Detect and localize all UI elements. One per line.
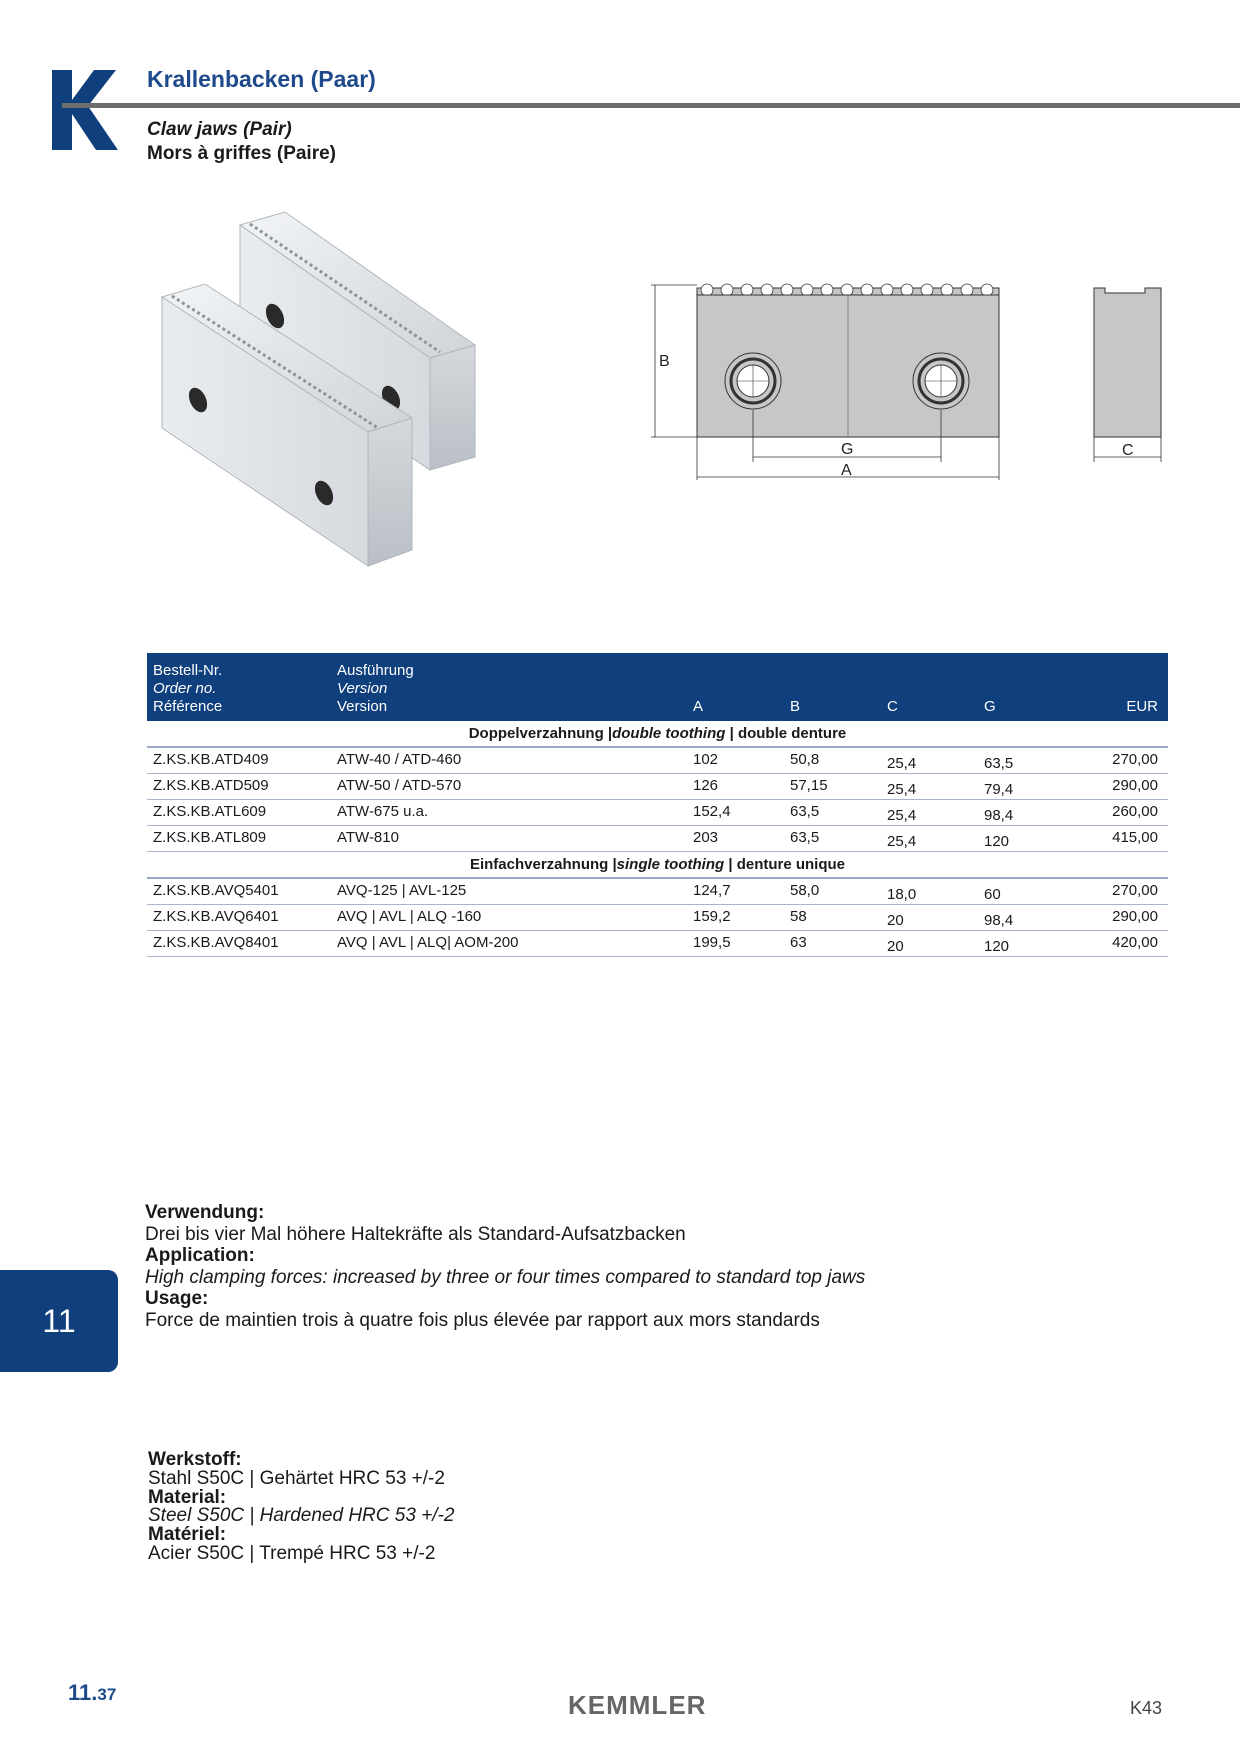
cell-dim-g: 98,4 [984, 807, 1014, 824]
table-header [147, 653, 1168, 721]
header-g: G [984, 698, 996, 715]
cell-price: 420,00 [1112, 934, 1158, 951]
header-b: B [790, 698, 801, 715]
cell-price: 270,00 [1112, 882, 1158, 899]
cell-order-no: Z.KS.KB.ATD509 [153, 777, 269, 794]
cell-dim-g: 79,4 [984, 781, 1014, 798]
cell-version: ATW-675 u.a. [337, 803, 429, 820]
table-row [147, 879, 1168, 905]
usage-de-text: Drei bis vier Mal höhere Haltekräfte als Standard-Aufsatzbacken [145, 1223, 686, 1245]
header-c: C [887, 698, 898, 715]
cell-dim-a: 126 [693, 777, 719, 794]
page-number-minor: 37 [97, 1685, 117, 1704]
cell-dim-a: 159,2 [693, 908, 731, 925]
subtitle-fr: Mors à griffes (Paire) [147, 143, 336, 164]
page-number [68, 1680, 116, 1706]
table-row [147, 826, 1168, 852]
usage-de-heading: Verwendung: [145, 1202, 265, 1223]
header-version-fr: Version [337, 698, 388, 715]
cell-price: 415,00 [1112, 829, 1158, 846]
title-divider [62, 103, 1240, 108]
material-de-heading: Werkstoff: [148, 1449, 242, 1470]
cell-dim-b: 57,15 [790, 777, 828, 794]
page-title: Krallenbacken (Paar) [147, 66, 376, 92]
cell-order-no: Z.KS.KB.ATD409 [153, 751, 269, 768]
header-version-de: Ausführung [337, 662, 414, 679]
cell-dim-b: 58 [790, 908, 807, 925]
cell-dim-b: 63,5 [790, 829, 820, 846]
table-row [147, 931, 1168, 957]
cell-order-no: Z.KS.KB.ATL809 [153, 829, 267, 846]
material-en-text: Steel S50C | Hardened HRC 53 +/-2 [148, 1505, 455, 1527]
material-en-heading: Material: [148, 1486, 227, 1508]
cell-price: 270,00 [1112, 751, 1158, 768]
usage-en-text: High clamping forces: increased by three or four times compared to standard top jaws [145, 1266, 866, 1288]
brand-logo: KEMMLER [568, 1690, 707, 1720]
cell-dim-b: 63 [790, 934, 807, 951]
cell-version: AVQ | AVL | ALQ| AOM-200 [337, 934, 519, 951]
section-tab[interactable]: 11 [0, 1270, 118, 1372]
cell-dim-a: 152,4 [693, 803, 731, 820]
product-photo-claw-jaws [150, 200, 490, 570]
cell-dim-g: 120 [984, 938, 1010, 955]
cell-version: ATW-810 [337, 829, 399, 846]
dim-label-a: A [841, 462, 852, 479]
cell-dim-a: 203 [693, 829, 719, 846]
group-label-en: single toothing [616, 856, 725, 873]
header-a: A [693, 698, 704, 715]
catalog-code: K43 [1130, 1698, 1163, 1718]
table-row [147, 905, 1168, 931]
cell-dim-c: 25,4 [887, 755, 917, 772]
table-row [147, 800, 1168, 826]
cell-dim-c: 18,0 [887, 886, 917, 903]
material-fr-heading: Matériel: [148, 1524, 227, 1546]
dim-label-b: B [659, 353, 670, 370]
cell-version: AVQ-125 | AVL-125 [337, 882, 467, 899]
cell-price: 290,00 [1112, 908, 1158, 925]
cell-dim-b: 50,8 [790, 751, 820, 768]
table-body [147, 721, 1168, 957]
cell-dim-g: 98,4 [984, 912, 1014, 929]
header-order-fr: Référence [153, 698, 223, 715]
header-version [337, 662, 414, 716]
cell-dim-a: 199,5 [693, 934, 731, 951]
group-header [147, 852, 1168, 879]
material-section [148, 1451, 454, 1564]
cell-order-no: Z.KS.KB.AVQ5401 [153, 882, 279, 899]
table-row [147, 774, 1168, 800]
header-order-en: Order no. [153, 680, 217, 697]
table-row [147, 748, 1168, 774]
header-version-en: Version [337, 680, 388, 697]
cell-version: ATW-40 / ATD-460 [337, 751, 462, 768]
material-de-text: Stahl S50C | Gehärtet HRC 53 +/-2 [148, 1467, 445, 1489]
page-number-major: 11. [68, 1680, 98, 1705]
kemmler-k-logo [52, 70, 118, 150]
group-label-en: double toothing [612, 725, 726, 742]
cell-order-no: Z.KS.KB.AVQ6401 [153, 908, 279, 925]
cell-dim-c: 20 [887, 938, 904, 955]
cell-dim-g: 63,5 [984, 755, 1014, 772]
technical-drawing [645, 270, 1185, 485]
subtitle-en: Claw jaws (Pair) [147, 119, 292, 140]
dim-label-c: C [1122, 442, 1134, 459]
cell-dim-c: 25,4 [887, 807, 917, 824]
usage-en-heading: Application: [145, 1245, 255, 1266]
cell-dim-g: 120 [984, 833, 1010, 850]
cell-order-no: Z.KS.KB.ATL609 [153, 803, 267, 820]
cell-dim-b: 63,5 [790, 803, 820, 820]
group-label-de: Einfachverzahnung | [469, 856, 617, 873]
cell-dim-c: 20 [887, 912, 904, 929]
header-eur: EUR [1126, 698, 1158, 715]
material-fr-text: Acier S50C | Trempé HRC 53 +/-2 [148, 1542, 436, 1564]
group-label-fr: | denture unique [724, 856, 846, 873]
price-table [147, 653, 1168, 957]
group-header [147, 721, 1168, 748]
usage-fr-heading: Usage: [145, 1288, 209, 1309]
header-order-de: Bestell-Nr. [153, 662, 223, 679]
usage-section [145, 1202, 865, 1331]
cell-price: 260,00 [1112, 803, 1158, 820]
cell-dim-c: 25,4 [887, 833, 917, 850]
cell-dim-b: 58,0 [790, 882, 820, 899]
cell-dim-a: 102 [693, 751, 719, 768]
group-label-de: Doppelverzahnung | [468, 725, 613, 742]
cell-dim-c: 25,4 [887, 781, 917, 798]
dim-label-g: G [841, 441, 854, 458]
cell-dim-a: 124,7 [693, 882, 731, 899]
usage-fr-text: Force de maintien trois à quatre fois plus élevée par rapport aux mors standards [145, 1309, 820, 1331]
header-order [153, 662, 222, 716]
cell-price: 290,00 [1112, 777, 1158, 794]
cell-version: AVQ | AVL | ALQ -160 [337, 908, 482, 925]
group-label-fr: | double denture [725, 725, 847, 742]
cell-version: ATW-50 / ATD-570 [337, 777, 462, 794]
cell-order-no: Z.KS.KB.AVQ8401 [153, 934, 279, 951]
cell-dim-g: 60 [984, 886, 1001, 903]
